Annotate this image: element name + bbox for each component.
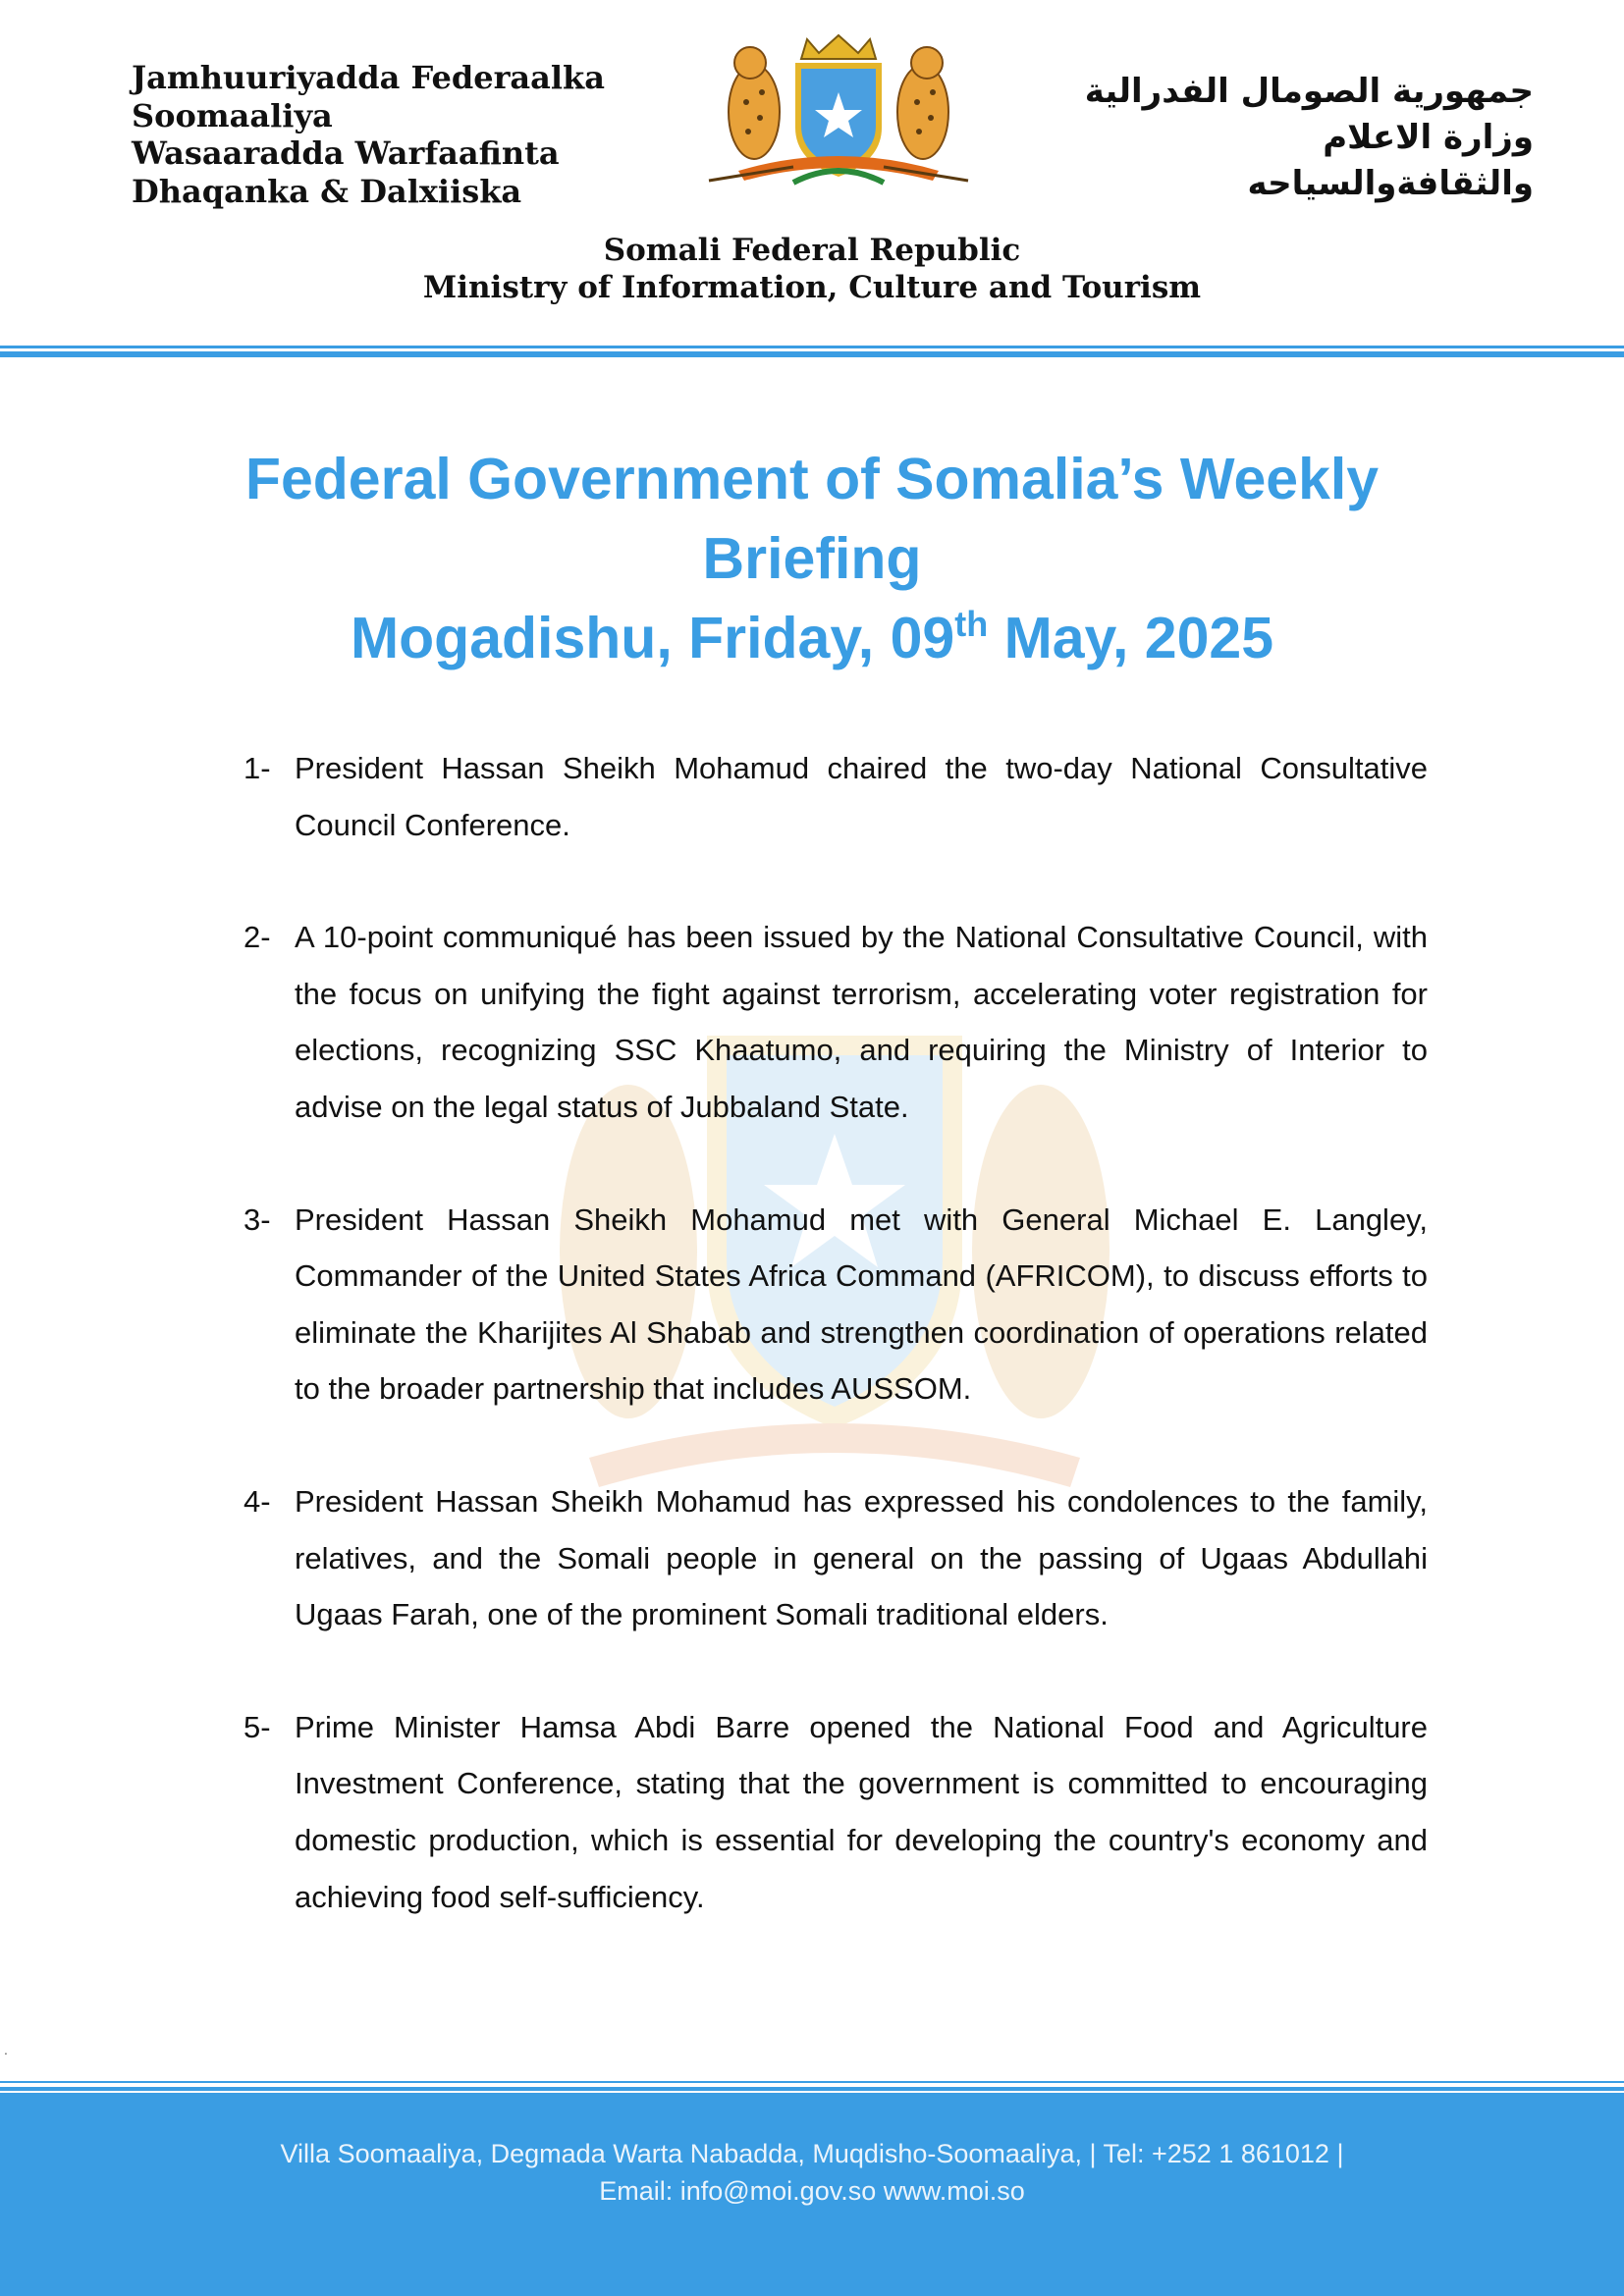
footer-divider-thick — [0, 2087, 1624, 2091]
title-date-prefix: Mogadishu, Friday, 09 — [350, 606, 955, 670]
header-divider-thin — [0, 346, 1624, 348]
title-date-suffix: May, 2025 — [988, 606, 1274, 670]
title-line-1: Federal Government of Somalia’s Weekly — [244, 447, 1380, 511]
item-number: 5- — [244, 1709, 271, 1744]
header-somali-line-3: Wasaaradda Warfaafinta — [132, 134, 560, 172]
coat-of-arms-icon — [699, 33, 978, 190]
header-somali-block — [132, 59, 605, 210]
item-number: 3- — [244, 1201, 271, 1237]
item-text: A 10-point communiqué has been issued by the National Consultative Council, with the focus on unifying the fight against terrorism, accelerating voter registration for elections, recognizing SSC Khaatumo, and requiring the Ministry of Interior to advise on the legal status of Jubbaland State. — [295, 920, 1428, 1124]
footer-address: Villa Soomaaliya, Degmada Warta Nabadda, Muqdisho-Soomaaliya, | Tel: +252 1 861012 | — [280, 2139, 1344, 2168]
list-item — [244, 1699, 1428, 1925]
item-text: President Hassan Sheikh Mohamud chaired the two-day National Consultative Council Conference. — [295, 751, 1428, 842]
title-line-2: Briefing — [702, 526, 922, 591]
item-number: 1- — [244, 751, 271, 785]
footer-email-web: Email: info@moi.gov.so www.moi.so — [599, 2176, 1025, 2206]
header-somali-line-2: Soomaaliya — [132, 96, 333, 134]
header-english-line-2: Ministry of Information, Culture and Tourism — [422, 270, 1202, 305]
item-text: President Hassan Sheikh Mohamud met with General Michael E. Langley, Commander of the United States Africa Command (AFRICOM), to discuss efforts to eliminate the Kharijites Al Shabab and strengthen coordination of operations related to the broader partnership that includes AUSSOM. — [295, 1201, 1428, 1407]
header-arabic-line-1: جمهورية الصومال الفدرالية — [1084, 72, 1534, 111]
header-somali-line-1: Jamhuuriyadda Federaalka — [132, 59, 605, 96]
list-item — [244, 1192, 1428, 1417]
item-text: President Hassan Sheikh Mohamud has expressed his condolences to the family, relatives, and the Somali people in general on the passing of Ugaas Abdullahi Ugaas Farah, one of the prominent Somali traditional elders. — [295, 1483, 1428, 1632]
header-english-block — [0, 232, 1624, 306]
item-number: 2- — [244, 920, 271, 955]
list-item — [244, 909, 1428, 1135]
list-item — [244, 740, 1428, 853]
title-date-line — [147, 599, 1477, 678]
title-date-ordinal: th — [954, 604, 989, 644]
header-english-line-1: Somali Federal Republic — [603, 233, 1021, 268]
briefing-items-list — [244, 740, 1428, 1925]
item-number: 4- — [244, 1483, 271, 1519]
header-somali-line-4: Dhaqanka & Dalxiiska — [132, 172, 522, 210]
briefing-title — [147, 440, 1477, 678]
list-item — [244, 1473, 1428, 1643]
header-divider-thick — [0, 351, 1624, 357]
footer-contact — [0, 2135, 1624, 2210]
stray-mark: . — [4, 2042, 8, 2057]
header-arabic-line-2: وزارة الاعلام — [1323, 118, 1534, 157]
item-text: Prime Minister Hamsa Abdi Barre opened the National Food and Agriculture Investment Conference, stating that the government is committed to encouraging domestic production, which is essential for developing the country's economy and achieving food self-sufficiency. — [295, 1709, 1428, 1914]
header-arabic-line-3: والثقافةوالسياحه — [1247, 164, 1534, 203]
header-arabic-block — [984, 69, 1534, 207]
footer-divider-thin — [0, 2081, 1624, 2083]
